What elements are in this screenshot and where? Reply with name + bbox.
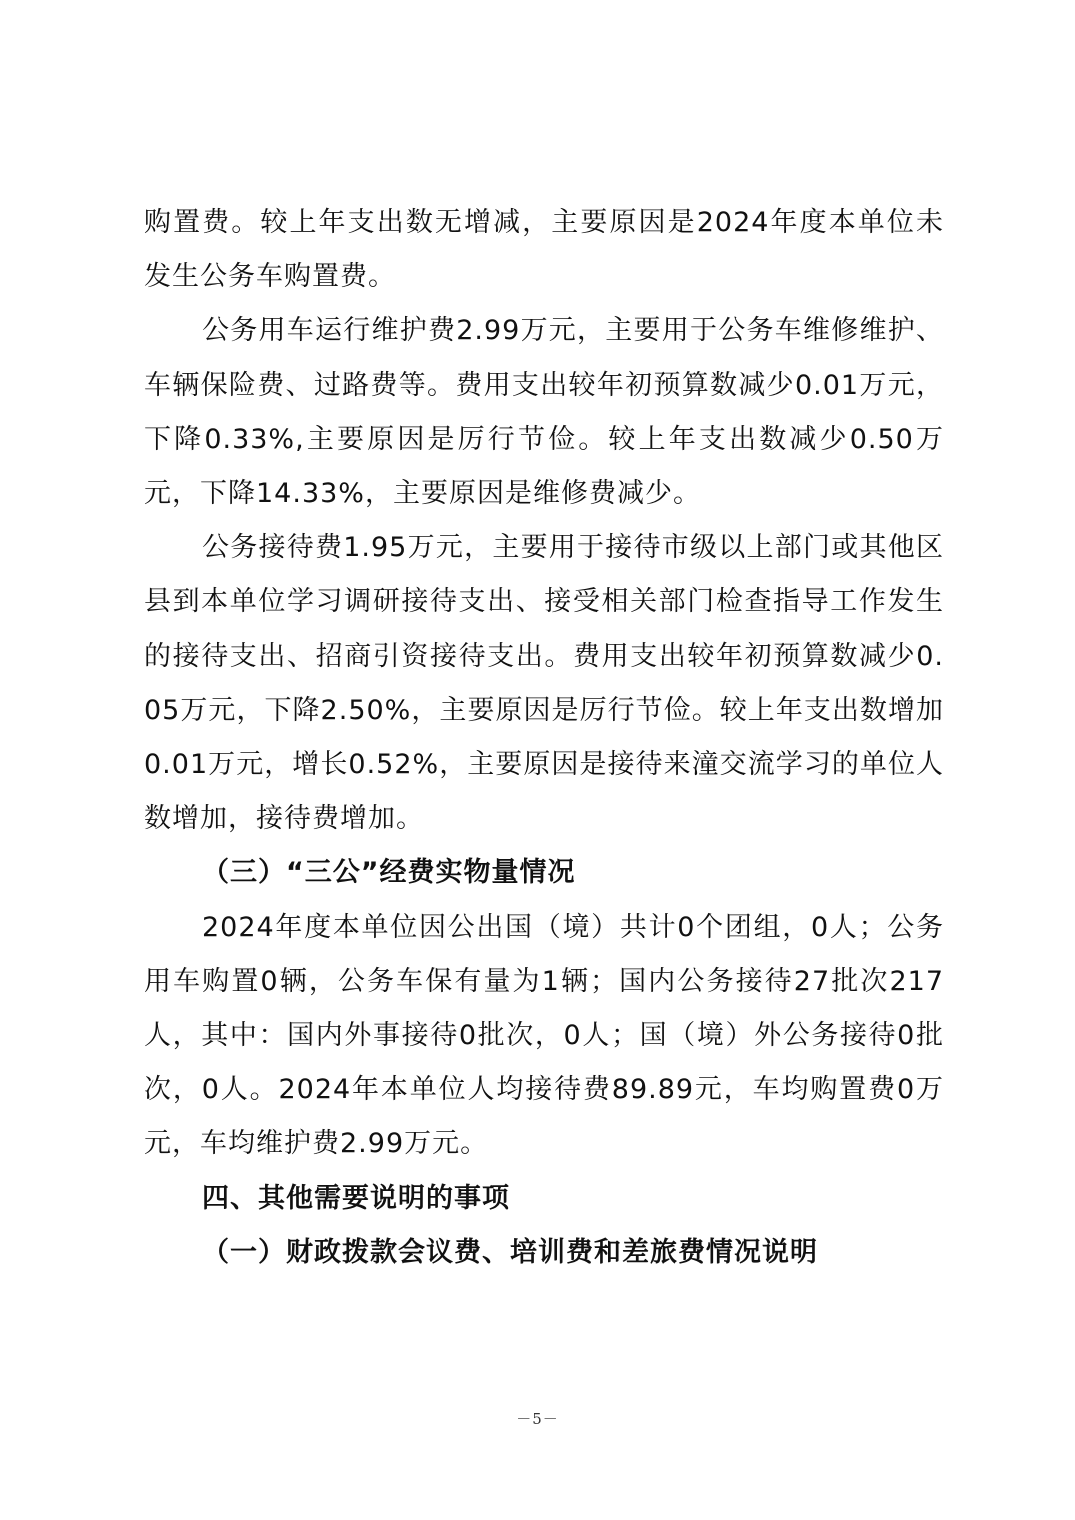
- paragraph-vehicle-maintenance: 公务用车运行维护费2.99万元，主要用于公务车维修维护、车辆保险费、过路费等。费用支出较年初预算数减少0.01万元，下降0.33%,主要原因是厉行节俭。较上年支出数减少0.50万元，下降14.33%，主要原因是维修费减少。: [144, 315, 944, 510]
- section-heading-meeting-training-travel: （一）财政拨款会议费、培训费和差旅费情况说明: [202, 1236, 818, 1268]
- section-heading-physical-quantity: （三）“三公”经费实物量情况: [202, 857, 576, 889]
- paragraph-vehicle-purchase-continued: 购置费。较上年支出数无增减，主要原因是2024年度本单位未发生公务车购置费。: [144, 207, 944, 293]
- page-number: －5－: [516, 1410, 559, 1428]
- document-body: [144, 196, 944, 1280]
- paragraph-reception-expense: 公务接待费1.95万元，主要用于接待市级以上部门或其他区县到本单位学习调研接待支出、接受相关部门检查指导工作发生的接待支出、招商引资接待支出。费用支出较年初预算数减少0.05万元，下降2.50%，主要原因是厉行节俭。较上年支出数增加0.01万元，增长0.52%，主要原因是接待来潼交流学习的单位人数增加，接待费增加。: [144, 532, 944, 835]
- section-heading-other-matters: 四、其他需要说明的事项: [202, 1182, 510, 1214]
- paragraph-physical-quantity: 2024年度本单位因公出国（境）共计0个团组，0人；公务用车购置0辆，公务车保有量为1辆；国内公务接待27批次217人，其中：国内外事接待0批次，0人；国（境）外公务接待0批次，0人。2024年本单位人均接待费89.89元，车均购置费0万元，车均维护费2.99万元。: [144, 911, 944, 1160]
